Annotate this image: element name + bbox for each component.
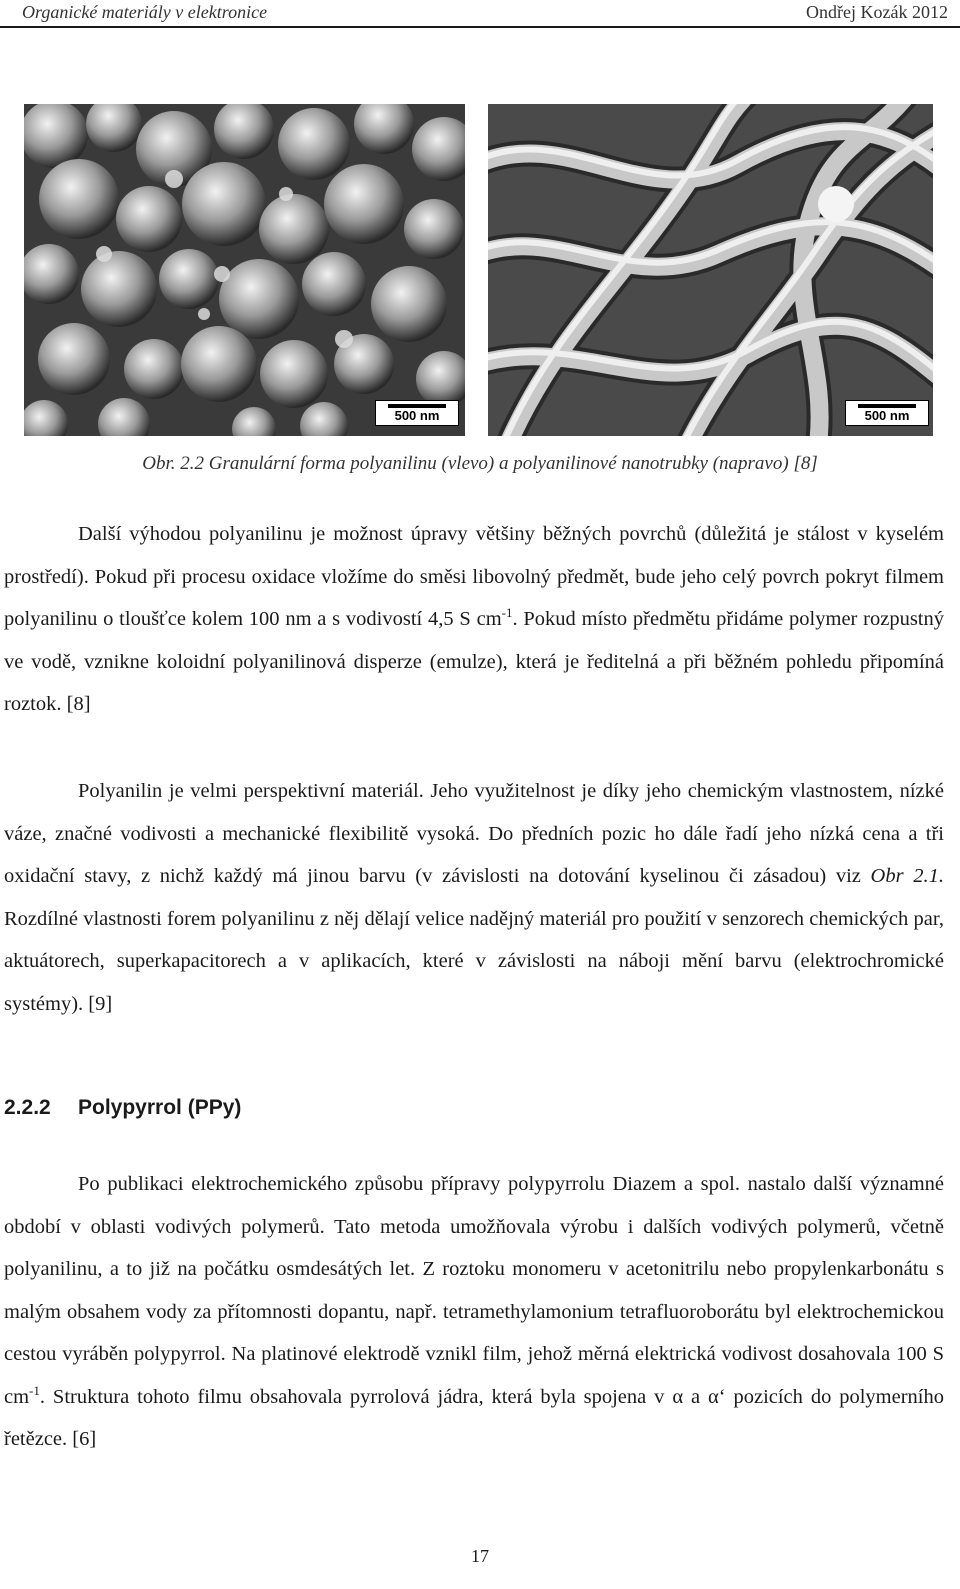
section-number: 2.2.2 (4, 1096, 51, 1119)
sem-image-nanotubes (488, 104, 933, 436)
header-title: Organické materiály v elektronice (22, 2, 268, 22)
paragraph-advantages (4, 513, 944, 726)
scale-bar-left (375, 400, 459, 426)
superscript: -1 (501, 605, 513, 621)
scale-bar-right (845, 400, 929, 426)
scale-bar-label: 500 nm (864, 408, 910, 423)
paragraph-text: Další výhodou polyanilinu je možnost úpravy většiny běžných povrchů (důležitá je stálost v kyselém prostředí). Pokud při procesu oxidace vložíme do směsi libovolný předmět, bude jeho celý povrch pokryt filmem polyanilinu o tloušťce kolem 100 nm a s vodivostí 4,5 S cm (4, 523, 944, 630)
paragraph-text: Po publikaci elektrochemického způsobu přípravy polypyrrolu Diazem a spol. nastalo další významné období v oblasti vodivých polymerů. Tato metoda umožňovala výrobu i dalších vodivých polymerů, včetně polyanilinu, a to již na počátku osmdesátých let. Z roztoku monomeru v acetonitrilu nebo propylenkarbonátu s malým obsahem vody za přítomnosti dopantu, např. tetramethylamonium tetrafluoroborátu byl elektrochemickou cestou vyráběn polypyrrol. Na platinové elektrodě vznikl film, jehož měrná elektrická vodivost dosahovala 100 S cm (4, 1173, 944, 1408)
figure-caption (0, 453, 960, 475)
header-author: Ondřej Kozák 2012 (806, 2, 948, 22)
section-heading (4, 1096, 241, 1120)
paragraph-text: . Struktura tohoto filmu obsahovala pyrrolová jádra, která byla spojena v α a α‘ pozicích do polymerního řetězce. [6] (4, 1385, 944, 1450)
sem-image-granular (24, 104, 465, 436)
scale-bar-label: 500 nm (394, 408, 440, 423)
nanotube-texture (488, 104, 933, 436)
paragraph-perspective (4, 770, 944, 1025)
granular-texture (24, 104, 465, 436)
page-number: 17 (471, 1546, 489, 1566)
paragraph-text: . Pokud místo předmětu přidáme polymer rozpustný ve vodě, vznikne koloidní polyanilinová disperze (emulze), která je ředitelná a při běžném pohledu připomíná roztok. [8] (4, 608, 944, 715)
paragraph-text: Polyanilin je velmi perspektivní materiál. Jeho využitelnost je díky jeho chemickým vlastnostem, nízké váze, značné vodivosti a mechanické flexibilitě vysoká. Do předních pozic ho dále řadí jeho nízká cena a tři oxidační stavy, z nichž každý má jinou barvu (v závislosti na dotování kyselinou či zásadou) viz (4, 780, 944, 887)
section-title: Polypyrrol (PPy) (78, 1096, 242, 1119)
running-header (0, 0, 960, 28)
caption-prefix: Obr. 2. (142, 453, 195, 474)
superscript: -1 (29, 1382, 40, 1398)
caption-text: 2 Granulární forma polyanilinu (vlevo) a polyanilinové nanotrubky (napravo) [8] (194, 453, 818, 474)
paragraph-text: Rozdílné vlastnosti forem polyanilinu z něj dělají velice nadějný materiál pro použití v senzorech chemických par, aktuátorech, superkapacitorech a v aplikacích, které v závislosti na náboji mění barvu (elektrochromické systémy). [9] (4, 907, 944, 1015)
figure-reference: Obr 2.1. (870, 865, 944, 887)
paragraph-polypyrrole (4, 1163, 944, 1461)
